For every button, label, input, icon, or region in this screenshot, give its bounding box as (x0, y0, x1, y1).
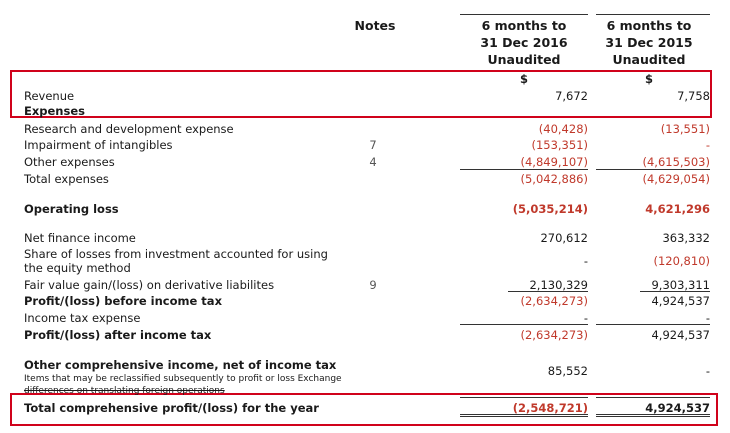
total-comprehensive-col2: 4,924,537 (645, 401, 710, 415)
net-finance-col2: 363,332 (662, 231, 710, 245)
operating-loss-label: Operating loss (24, 202, 119, 216)
operating-loss-col1: (5,035,214) (512, 202, 588, 216)
total-expenses-label: Total expenses (24, 172, 109, 186)
total-double-rule-col2 (596, 414, 710, 417)
rnd-col2: (13,551) (660, 122, 710, 136)
col2-period: 6 months to (606, 18, 692, 33)
pat-rule-col2 (596, 324, 710, 325)
net-finance-label: Net finance income (24, 231, 136, 245)
pat-col2: 4,924,537 (651, 328, 710, 342)
col2-currency: $ (645, 72, 654, 86)
expenses-heading: Expenses (24, 104, 85, 118)
rnd-label: Research and development expense (24, 122, 234, 136)
income-tax-col1: - (583, 311, 588, 325)
oci-sub-line2: differences on translating foreign operations (24, 386, 225, 396)
pbt-rule-col2 (640, 291, 710, 292)
pat-col1: (2,634,273) (520, 328, 588, 342)
oci-col2: - (705, 364, 710, 378)
pat-rule-col1 (460, 324, 588, 325)
notes-header: Notes (354, 18, 396, 33)
fair-value-label: Fair value gain/(loss) on derivative liabilites (24, 278, 275, 292)
fair-value-note: 9 (369, 278, 377, 292)
revenue-col2: 7,758 (677, 89, 710, 103)
pbt-label: Profit/(loss) before income tax (24, 294, 222, 308)
share-losses-label-line2: the equity method (24, 261, 131, 275)
income-tax-label: Income tax expense (24, 311, 141, 325)
share-losses-col1: - (583, 254, 588, 268)
col2-date: 31 Dec 2015 (605, 35, 693, 50)
col1-status: Unaudited (487, 52, 561, 67)
impairment-col2: - (705, 138, 710, 152)
revenue-col1: 7,672 (555, 89, 588, 103)
pbt-rule-col1 (508, 291, 588, 292)
total-top-rule-col1 (460, 397, 588, 398)
subtotal-rule-col2 (596, 169, 710, 170)
total-expenses-col1: (5,042,886) (520, 172, 588, 186)
oci-label: Other comprehensive income, net of income tax (24, 358, 337, 372)
operating-loss-col2: 4,621,296 (645, 202, 710, 216)
share-losses-col2: (120,810) (653, 254, 710, 268)
total-double-rule-col1 (460, 414, 588, 417)
other-expenses-note: 4 (369, 155, 377, 169)
pat-label: Profit/(loss) after income tax (24, 328, 212, 342)
net-finance-col1: 270,612 (540, 231, 588, 245)
total-top-rule-col2 (596, 397, 710, 398)
subtotal-rule-col1 (460, 169, 588, 170)
pbt-col1: (2,634,273) (520, 294, 588, 308)
col1-date: 31 Dec 2016 (480, 35, 568, 50)
other-expenses-col1: (4,849,107) (520, 155, 588, 169)
impairment-note: 7 (369, 138, 377, 152)
pbt-col2: 4,924,537 (651, 294, 710, 308)
col2-status: Unaudited (612, 52, 686, 67)
col1-period: 6 months to (481, 18, 567, 33)
header-rule-col2 (596, 14, 710, 15)
fair-value-col1: 2,130,329 (529, 278, 588, 292)
col1-currency: $ (520, 72, 529, 86)
fair-value-col2: 9,303,311 (651, 278, 710, 292)
header-rule-col1 (460, 14, 588, 15)
other-expenses-label: Other expenses (24, 155, 115, 169)
impairment-label: Impairment of intangibles (24, 138, 173, 152)
total-comprehensive-col1: (2,548,721) (512, 401, 588, 415)
oci-col1: 85,552 (547, 364, 588, 378)
total-comprehensive-label: Total comprehensive profit/(loss) for the year (24, 401, 319, 415)
oci-sub-line1: Items that may be reclassified subsequently to profit or loss Exchange (24, 374, 342, 384)
share-losses-label-line1: Share of losses from investment accounted for using (24, 247, 328, 261)
revenue-label: Revenue (24, 89, 75, 103)
rnd-col1: (40,428) (538, 122, 588, 136)
income-tax-col2: - (705, 311, 710, 325)
impairment-col1: (153,351) (531, 138, 588, 152)
other-expenses-col2: (4,615,503) (642, 155, 710, 169)
total-expenses-col2: (4,629,054) (642, 172, 710, 186)
